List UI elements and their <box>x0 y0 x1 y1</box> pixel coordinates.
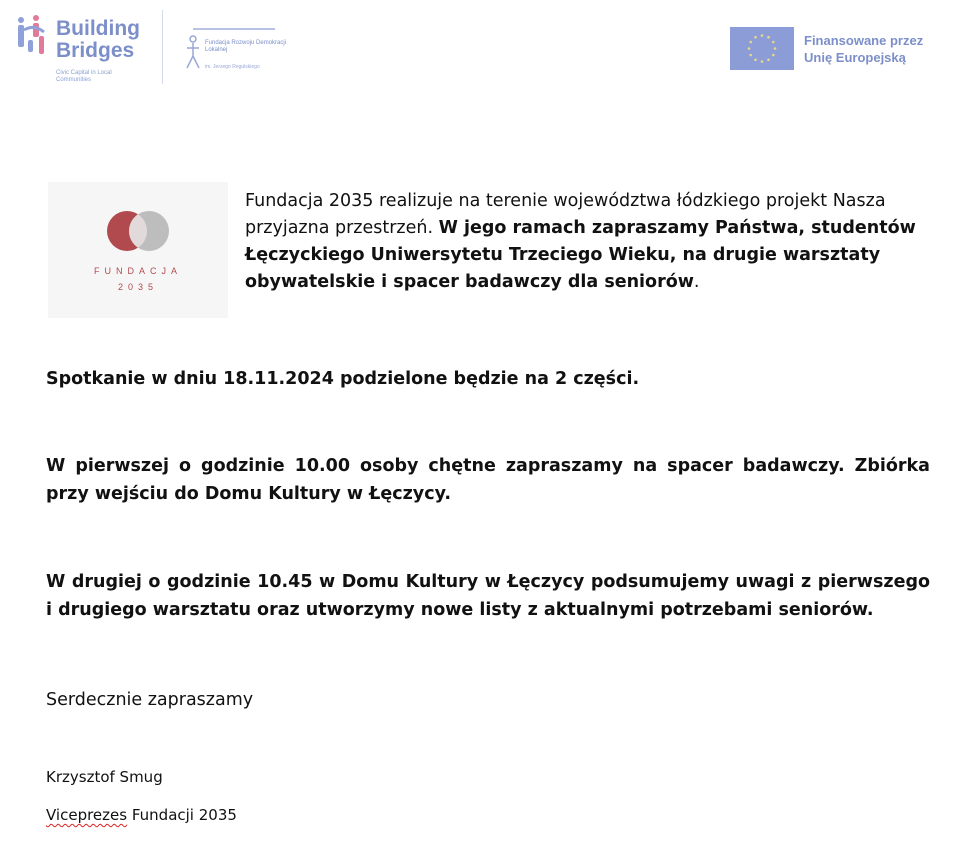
eu-funding-text <box>804 32 923 66</box>
eu-funding-line1: Finansowane przez <box>804 33 924 48</box>
meeting-paragraph: Spotkanie w dniu 18.11.2024 podzielone będzie na 2 części. <box>46 369 640 389</box>
intro-end-text: . <box>693 272 700 292</box>
eu-funding-line2: Unię Europejską <box>804 50 906 65</box>
fundacja-2035-logo <box>48 182 228 318</box>
signature-title <box>46 801 930 829</box>
header-divider <box>162 10 163 84</box>
document-header <box>0 0 970 100</box>
fundacja-year: 2035 <box>117 282 159 292</box>
eu-flag-icon <box>730 27 794 70</box>
signature-title-spellcheck-word: Viceprezes <box>46 806 128 824</box>
fundacja-word: FUNDACJA <box>93 266 182 276</box>
signature-name: Krzysztof Smug <box>46 768 163 786</box>
eu-funding-logo <box>730 27 960 71</box>
fundacja-circles-icon <box>103 208 173 254</box>
intro-bold-text: W jego ramach zapraszamy Państwa, studentów Łęczyckiego Uniwersytetu Trzeciego Wieku, na drugie warsztaty obywatelskie i spacer badawczy dla seniorów <box>245 218 916 292</box>
intro-paragraph <box>245 188 935 296</box>
closing-text: Serdecznie zapraszamy <box>46 690 254 710</box>
building-bridges-logo <box>14 12 164 88</box>
building-bridges-title <box>56 18 140 62</box>
partner-logo-subtext: im. Jerzego Regulskiego <box>205 64 260 70</box>
building-bridges-people-icon <box>14 14 52 58</box>
building-bridges-title-line1: Building <box>56 17 140 40</box>
signature-title-rest: Fundacji 2035 <box>127 806 237 824</box>
second-part-paragraph: W drugiej o godzinie 10.45 w Domu Kultury w Łęczycy podsumujemy uwagi z pierwszego i drugiego warsztatu oraz utworzymy nowe listy z aktualnymi potrzebami seniorów. <box>46 572 930 620</box>
partner-figure-icon <box>183 34 203 70</box>
partner-foundation-logo <box>183 28 303 76</box>
first-part-paragraph: W pierwszej o godzinie 10.00 osoby chętne zapraszamy na spacer badawczy. Zbiórka przy wejściu do Domu Kultury w Łęczycy. <box>46 456 930 504</box>
intro-plain-text: Fundacja 2035 realizuje na terenie województwa łódzkiego projekt Nasza przyjazna przestrzeń. <box>245 191 886 238</box>
partner-logo-text: Fundacja Rozwoju Demokracji Lokalnej <box>205 40 287 53</box>
building-bridges-subtitle: Civic Capital in Local Communities <box>56 70 112 83</box>
partner-logo-line <box>193 28 275 30</box>
building-bridges-title-line2: Bridges <box>56 39 135 62</box>
